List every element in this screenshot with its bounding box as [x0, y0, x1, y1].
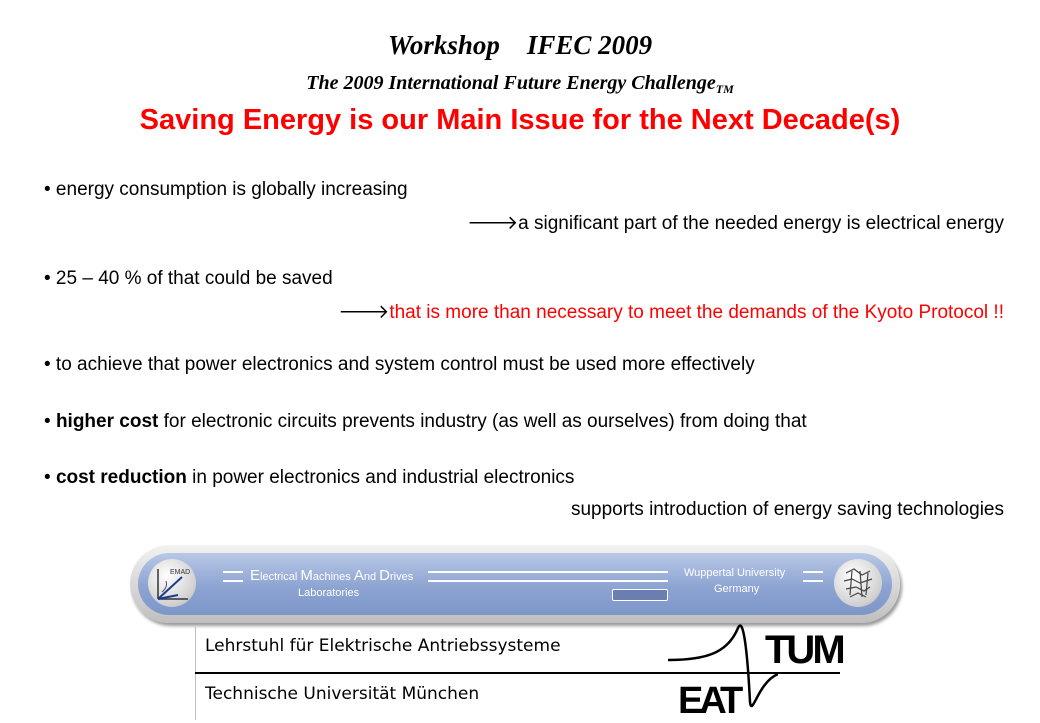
lab-sublabel: Laboratories [298, 587, 360, 599]
bullet-energy-consumption: • energy consumption is globally increasing [44, 179, 408, 200]
university-country: Germany [714, 583, 760, 595]
chair-name: Lehrstuhl für Elektrische Antriebssysteme [205, 636, 561, 656]
university-name: Wuppertal University [684, 567, 786, 579]
bullet-kyoto-sub: 🡒that is more than necessary to meet the demands of the Kyoto Protocol !! [338, 302, 1004, 323]
bullet-power-electronics: • to achieve that power electronics and system control must be used more effectively [44, 354, 755, 375]
wuppertal-crest-icon [834, 559, 882, 607]
banner-divider-right [803, 571, 823, 582]
bullet-could-be-saved: • 25 – 40 % of that could be saved [44, 268, 333, 289]
bullet-higher-cost: • higher cost for electronic circuits prevents industry (as well as ourselves) from doing that [44, 411, 807, 432]
bullet-cost-reduction-sub: supports introduction of energy saving technologies [570, 499, 1004, 520]
arrow-right-icon: 🡒 [467, 213, 519, 234]
bold-higher-cost: higher cost [55, 411, 159, 432]
bullet-energy-consumption-sub: 🡒a significant part of the needed energy is electrical energy [467, 213, 1004, 234]
emad-diagram-icon [148, 559, 196, 607]
lab-banner-inner [138, 553, 892, 615]
lab-name: Electrical Machines And Drives [250, 567, 414, 584]
bullet-cost-reduction: • cost reduction in power electronics and industrial electronics [44, 467, 575, 488]
tum-logo: TUM [765, 628, 843, 672]
banner-divider-left [223, 571, 243, 582]
university-footer-name: Technische Universität München [205, 684, 480, 704]
workshop-subtitle: The 2009 International Future Energy Challenge$_{TM}$ [306, 72, 734, 96]
lab-banner [130, 545, 900, 623]
emad-emblem-icon [148, 559, 196, 607]
trademark-subscript: TM [715, 82, 734, 96]
emad-label: EMAD [170, 569, 191, 576]
banner-divider-middle [428, 571, 668, 582]
university-emblem-icon [834, 559, 882, 607]
arrow-right-icon: 🡒 [338, 302, 390, 323]
slide-title: Saving Energy is our Main Issue for the Next Decade(s) [139, 104, 901, 136]
eat-logo: EAT [678, 680, 740, 722]
workshop-title: Workshop IFEC 2009 [387, 30, 653, 60]
bold-cost-reduction: cost reduction [55, 467, 187, 488]
connector-chip-icon [612, 589, 668, 601]
